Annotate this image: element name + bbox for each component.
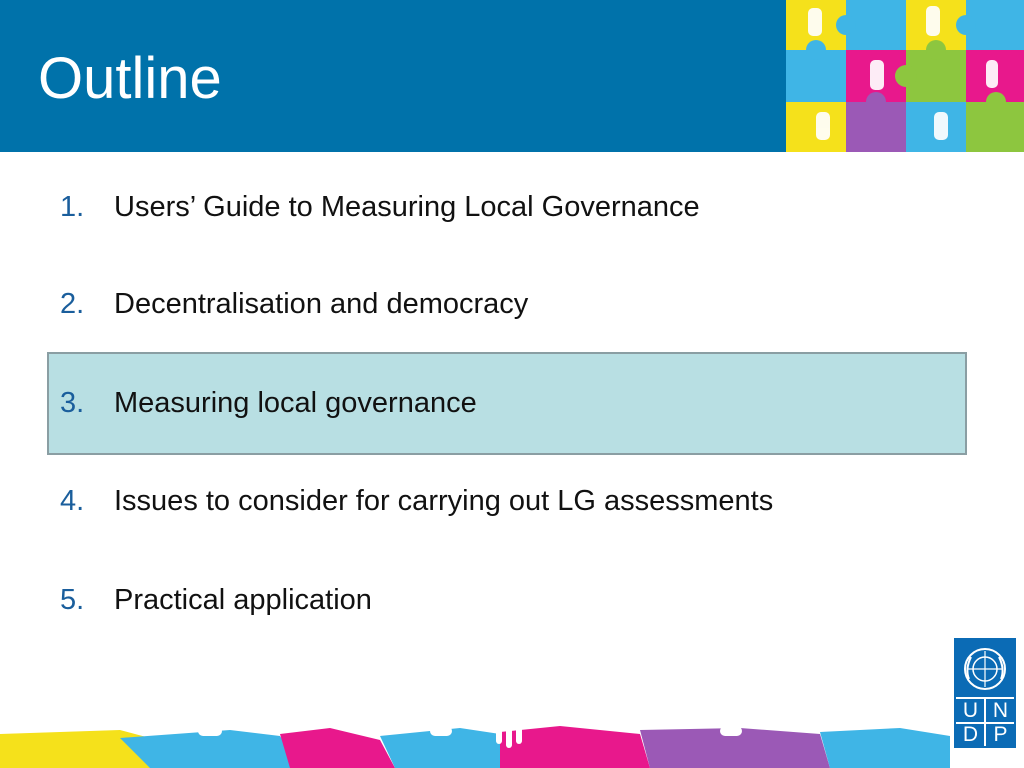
outline-item-3 [60,383,477,423]
puzzle-hands-mosaic-image [786,0,1024,152]
un-emblem-icon [959,643,1011,695]
outline-item-number: 1. [60,191,85,223]
outline-item-4 [60,481,773,521]
outline-item-label: Practical application [114,584,372,616]
logo-letter-u: U [962,699,979,722]
outline-item-label: Issues to consider for carrying out LG assessments [114,485,774,517]
outline-item-1 [60,187,700,227]
slide-title: Outline [38,46,222,111]
outline-item-label: Users’ Guide to Measuring Local Governance [114,191,700,223]
logo-letter-d: D [962,723,979,746]
outline-item-2 [60,284,528,324]
outline-item-label: Decentralisation and democracy [114,288,529,320]
outline-item-number: 2. [60,288,85,320]
outline-item-label: Measuring local governance [114,387,477,419]
logo-letter-p: P [993,723,1008,746]
footer-hands-strip-image [0,724,1024,768]
outline-item-number: 3. [60,387,85,419]
undp-logo [954,638,1016,748]
outline-item-5 [60,580,372,620]
outline-item-number: 4. [60,485,85,517]
logo-letter-n: N [992,699,1009,722]
outline-item-number: 5. [60,584,85,616]
